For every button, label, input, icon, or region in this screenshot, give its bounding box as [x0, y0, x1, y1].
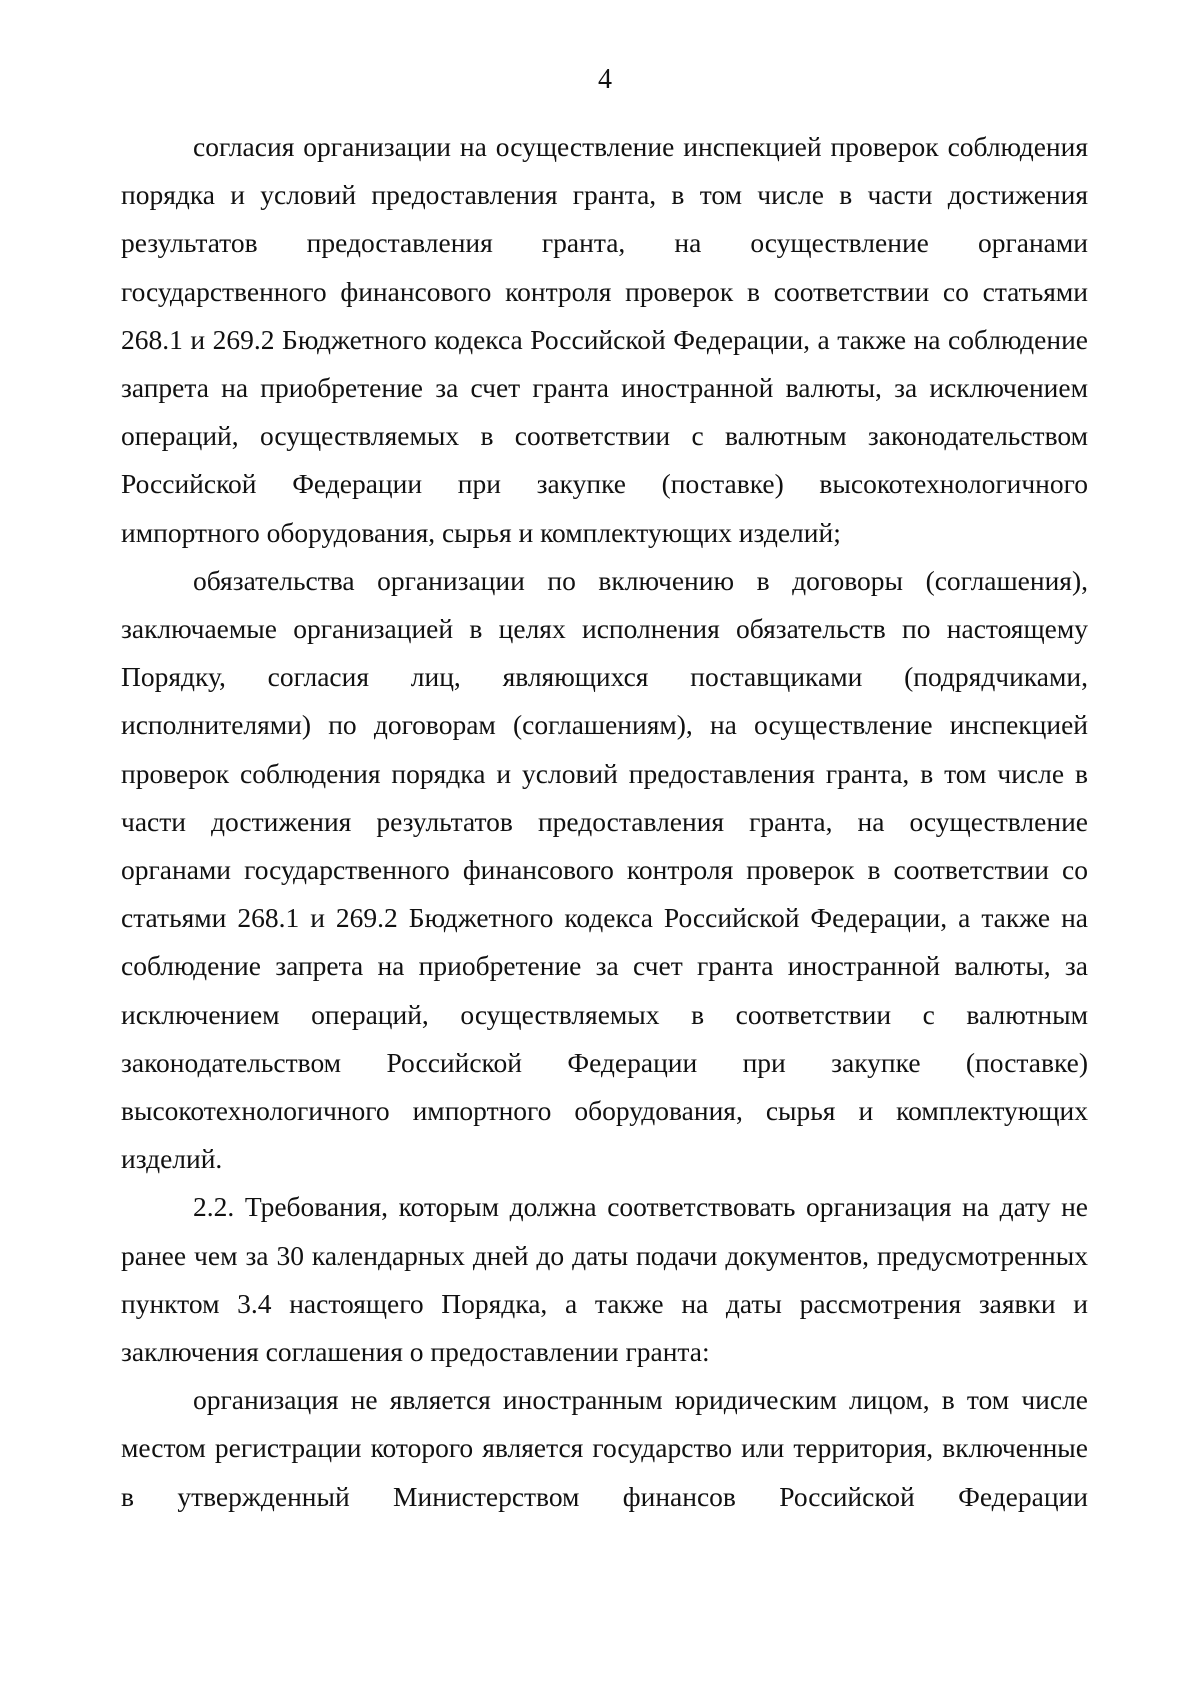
document-body [121, 123, 1088, 1521]
paragraph-not-foreign-entity: организация не является иностранным юридическим лицом, в том числе местом регистрации которого является государство или территория, включенные в утвержденный Министерством финансов Российской Федерации [121, 1384, 1088, 1512]
page-number: 4 [598, 64, 612, 95]
paragraph-contract-obligations: обязательства организации по включению в договоры (соглашения), заключаемые организацией в целях исполнения обязательств по настоящему Порядку, согласия лиц, являющихся поставщиками (подрядчиками, исполнителями) по договорам (соглашениям), на осуществление инспекцией проверок соблюдения порядка и условий предоставления гранта, в том числе в части достижения результатов предоставления гранта, на осуществление органами государственного финансового контроля проверок в соответствии со статьями 268.1 и 269.2 Бюджетного кодекса Российской Федерации, а также на соблюдение запрета на приобретение за счет гранта иностранной валюты, за исключением операций, осуществляемых в соответствии с валютным законодательством Российской Федерации при закупке (поставке) высокотехнологичного импортного оборудования, сырья и комплектующих изделий. [121, 564, 1088, 1175]
paragraph-requirements-2-2: 2.2. Требования, которым должна соответствовать организация на дату не ранее чем за 30 календарных дней до даты подачи документов, предусмотренных пунктом 3.4 настоящего Порядка, а также на даты рассмотрения заявки и заключения соглашения о предоставлении гранта: [121, 1191, 1088, 1368]
paragraph-consent-organization: согласия организации на осуществление инспекцией проверок соблюдения порядка и условий предоставления гранта, в том числе в части достижения результатов предоставления гранта, на осуществление органами государственного финансового контроля проверок в соответствии со статьями 268.1 и 269.2 Бюджетного кодекса Российской Федерации, а также на соблюдение запрета на приобретение за счет гранта иностранной валюты, за исключением операций, осуществляемых в соответствии с валютным законодательством Российской Федерации при закупке (поставке) высокотехнологичного импортного оборудования, сырья и комплектующих изделий; [121, 131, 1088, 548]
